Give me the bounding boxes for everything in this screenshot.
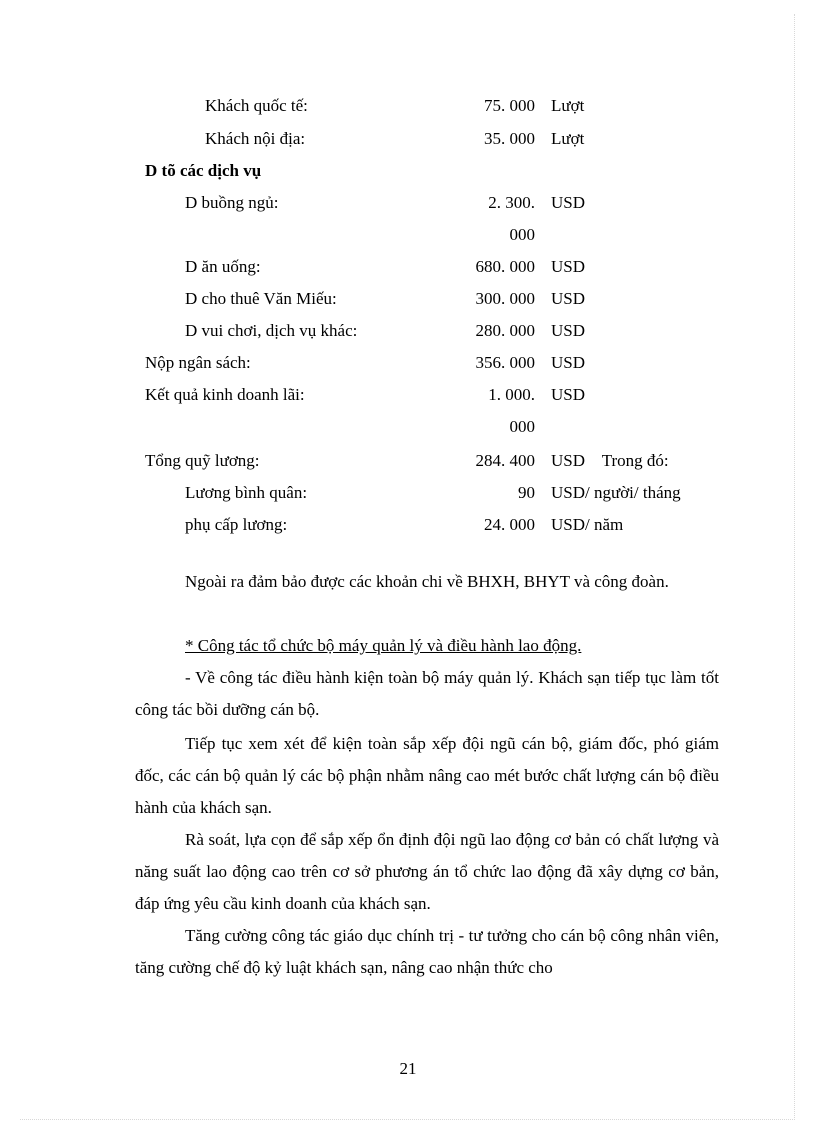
row-unit: USD [551,193,586,212]
row-unit: USD [551,353,586,372]
paragraph-political-education: Tăng cường công tác giáo dục chính trị - tư tưởng cho cán bộ công nhân viên, tăng cường chế độ kỷ luật khách sạn, nâng cao nhận thức cho [135,926,719,977]
paragraph-staff-arrangement: Tiếp tục xem xét để kiện toàn sắp xếp đội ngũ cán bộ, giám đốc, phó giám đốc, các cán bộ quản lý các bộ phận nhằm nâng cao mét bước chất lượng cán bộ điều hành của khách sạn. [135,734,719,817]
row-unit: USD/ người/ tháng [551,483,681,502]
paragraph-labor-review: Rà soát, lựa cọn để sắp xếp ổn định đội ngũ lao động cơ bản có chất lượng và năng suất lao động cao trên cơ sở phương án tổ chức lao động đã xây dựng cơ bản, đáp ứng yêu cầu kinh doanh của khách sạn. [135,830,719,913]
row-label: phụ cấp lương: [185,515,288,534]
subheading-text: * Công tác tổ chức bộ máy quản lý và điều hành lao động. [185,636,582,655]
page-number: 21 [399,1059,417,1078]
row-label: Khách nội địa: [205,129,306,148]
row-amount: 356. 000 [475,353,535,372]
row-label: Tổng quỹ lương: [145,451,260,470]
section-heading: D tõ các dịch vụ [145,161,262,180]
row-unit: USD/ năm [551,515,624,534]
row-unit: USD Trong đó: [551,451,669,470]
row-label: Kết quả kinh doanh lãi: [145,385,305,404]
row-amount: 90 [518,483,535,502]
row-unit: USD [551,321,586,340]
row-amount: 680. 000 [475,257,535,276]
row-label: D ăn uống: [185,257,261,276]
row-label: Lương bình quân: [185,483,308,502]
paragraph-insurance: Ngoài ra đảm bảo được các khoản chi về BHXH, BHYT và công đoàn. [185,572,669,591]
row-amount: 300. 000 [475,289,535,308]
row-amount: 1. 000. [488,385,535,404]
row-amount: 284. 400 [475,451,535,470]
row-unit: USD [551,257,586,276]
row-amount: 75. 000 [484,96,535,115]
row-amount-continuation: 000 [509,417,535,436]
row-label: D buồng ngủ: [185,193,279,212]
row-label: Nộp ngân sách: [145,353,251,372]
row-amount: 35. 000 [484,129,535,148]
paragraph-management: - Về công tác điều hành kiện toàn bộ máy quản lý. Khách sạn tiếp tục làm tốt công tác bồi dưỡng cán bộ. [135,668,719,719]
row-amount: 2. 300. [488,193,535,212]
row-label: Khách quốc tế: [205,96,308,115]
section-subheading [135,630,719,662]
row-amount: 280. 000 [475,321,535,340]
row-amount-continuation: 000 [509,225,535,244]
row-amount: 24. 000 [484,515,535,534]
row-unit: USD [551,385,586,404]
row-unit: USD [551,289,586,308]
row-unit: Lượt [551,129,585,148]
row-label: D vui chơi, dịch vụ khác: [185,321,358,340]
row-label: D cho thuê Văn Miếu: [185,289,337,308]
row-unit: Lượt [551,96,585,115]
